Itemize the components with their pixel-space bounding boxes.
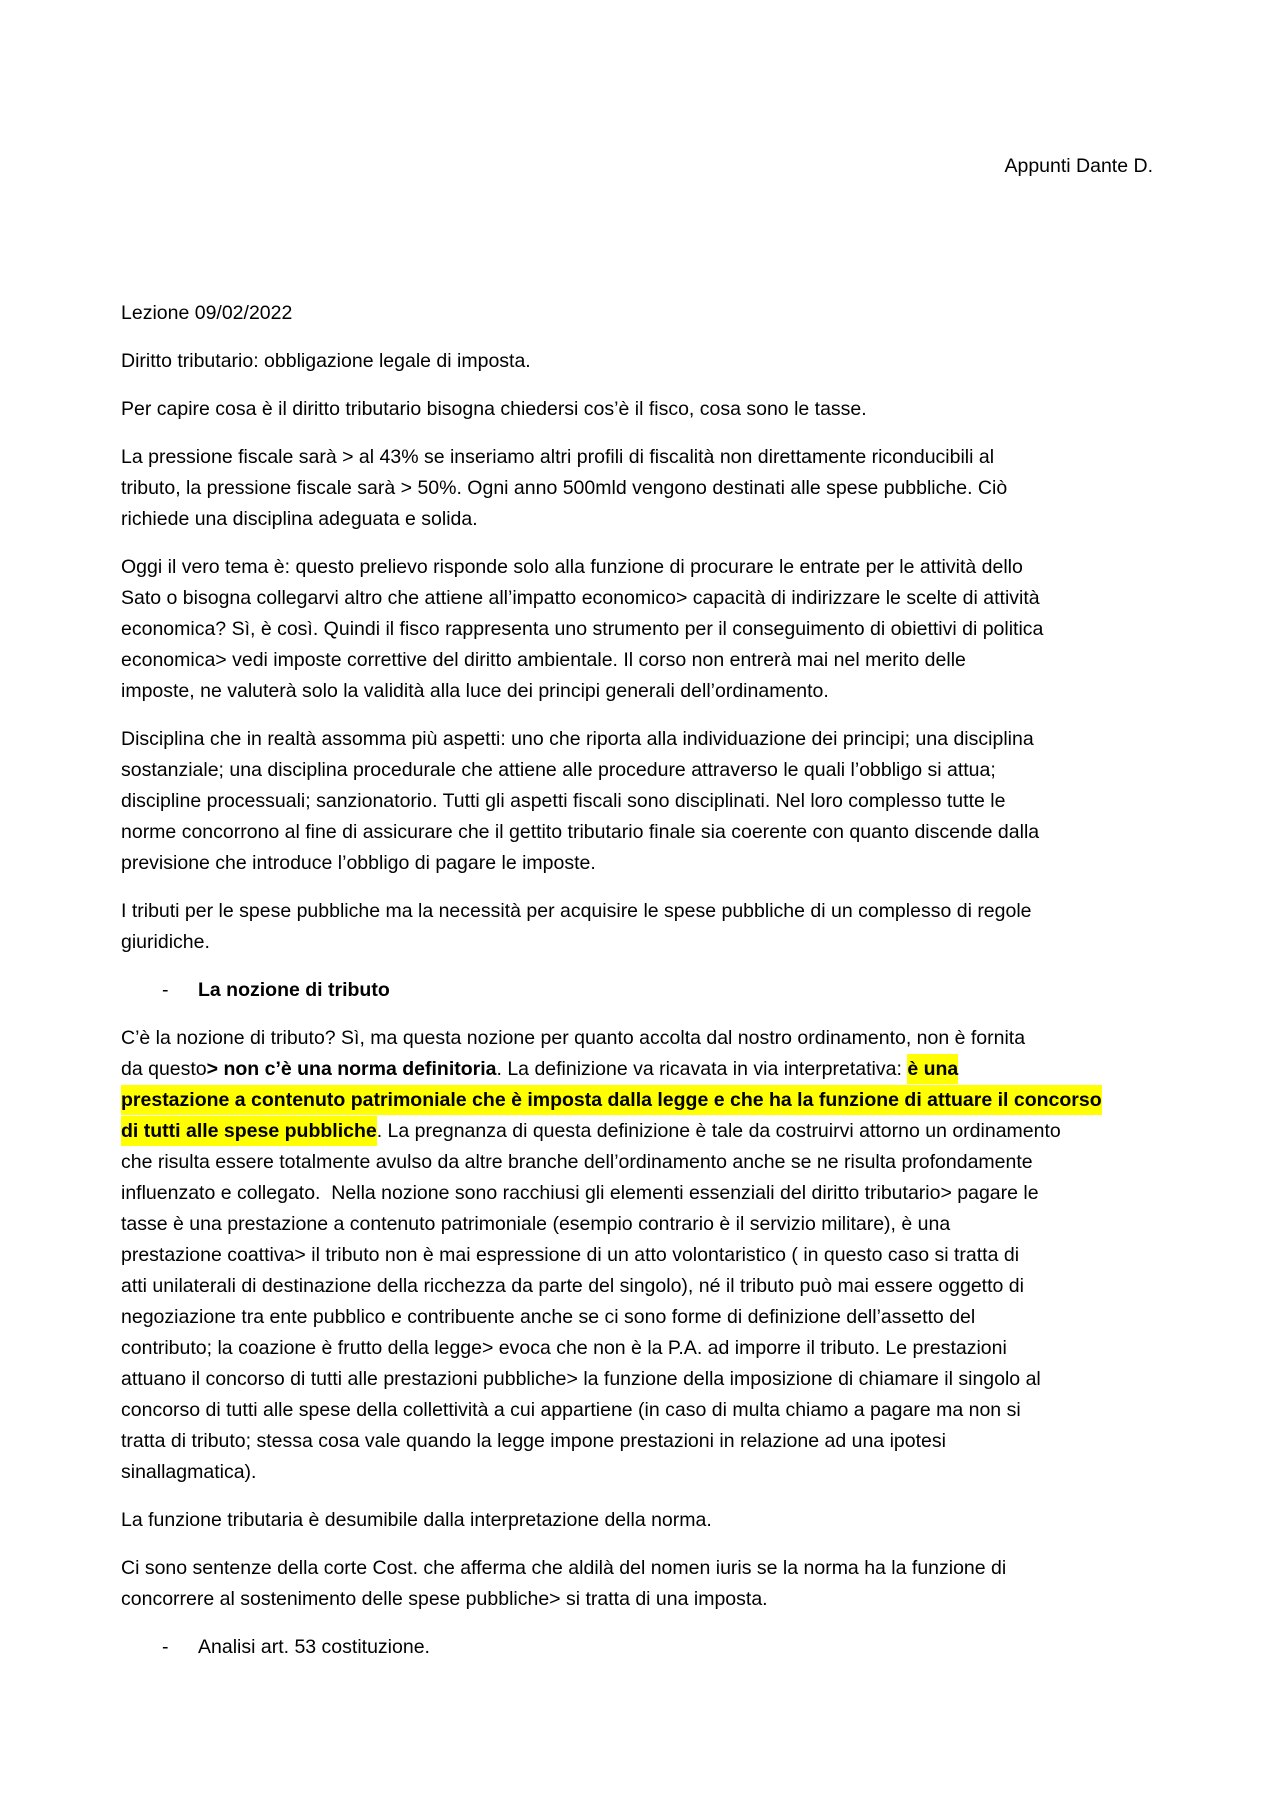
public-spending-paragraph xyxy=(121,896,1241,958)
highlighted-definition: è una xyxy=(907,1054,958,1084)
paragraph-line: tributo, la pressione fiscale sarà > 50%. Ogni anno 500mld vengono destinati alle spese pubbliche. Ciò xyxy=(121,477,1008,499)
lesson-date: Lezione 09/02/2022 xyxy=(121,302,293,324)
paragraph-line: economica> vedi imposte correttive del diritto ambientale. Il corso non entrerà mai nel merito delle xyxy=(121,649,966,671)
paragraph-line xyxy=(121,1054,1241,1085)
highlighted-definition: di tutti alle spese pubbliche xyxy=(121,1116,377,1146)
paragraph-line: Oggi il vero tema è: questo prelievo risponde solo alla funzione di procurare le entrate per le attività dello xyxy=(121,556,1023,578)
paragraph-line: concorso di tutti alle spese della collettività a cui appartiene (in caso di multa chiamo a pagare ma non si xyxy=(121,1399,1021,1421)
paragraph-line: sinallagmatica). xyxy=(121,1461,257,1483)
paragraph-line: imposte, ne valuterà solo la validità alla luce dei principi generali dell’ordinamento. xyxy=(121,680,829,702)
paragraph-line xyxy=(121,1116,1241,1147)
paragraph-line: giuridiche. xyxy=(121,931,210,953)
paragraph-line: sostanziale; una disciplina procedurale che attiene alle procedure attraverso le quali l’obbligo si attua; xyxy=(121,759,996,781)
paragraph-line xyxy=(121,1085,1241,1116)
paragraph-line: Per capire cosa è il diritto tributario bisogna chiedersi cos’è il fisco, cosa sono le tasse. xyxy=(121,398,867,420)
list-item-art53 xyxy=(121,1632,1241,1663)
paragraph-line: richiede una disciplina adeguata e solida. xyxy=(121,508,478,530)
paragraph-line: I tributi per le spese pubbliche ma la necessità per acquisire le spese pubbliche di un complesso di regole xyxy=(121,900,1032,922)
paragraph-line: La funzione tributaria è desumibile dalla interpretazione della norma. xyxy=(121,1509,712,1531)
paragraph-line: Disciplina che in realtà assomma più aspetti: uno che riporta alla individuazione dei principi; una disciplina xyxy=(121,728,1034,750)
paragraph-line: norme concorrono al fine di assicurare che il gettito tributario finale sia coerente con quanto discende dalla xyxy=(121,821,1040,843)
author-note: Appunti Dante D. xyxy=(1004,155,1153,177)
paragraph-line: contributo; la coazione è frutto della legge> evoca che non è la P.A. ad imporre il tributo. Le prestazioni xyxy=(121,1337,1007,1359)
discipline-paragraph xyxy=(121,724,1241,879)
tax-function-paragraph xyxy=(121,1505,1241,1536)
paragraph-line: previsione che introduce l’obbligo di pagare le imposte. xyxy=(121,852,596,874)
paragraph-line: C’è la nozione di tributo? Sì, ma questa nozione per quanto accolta dal nostro ordinamento, non è fornita xyxy=(121,1027,1026,1049)
section-title: La nozione di tributo xyxy=(198,979,390,1001)
text-run: da questo xyxy=(121,1058,207,1080)
list-item-text: Analisi art. 53 costituzione. xyxy=(198,1636,430,1658)
paragraph-line: Ci sono sentenze della corte Cost. che afferma che aldilà del nomen iuris se la norma ha la funzione di xyxy=(121,1557,1007,1579)
list-bullet: - xyxy=(162,1636,169,1658)
document-body xyxy=(121,298,1241,1680)
paragraph-line: atti unilaterali di destinazione della ricchezza da parte del singolo), né il tributo può mai essere oggetto di xyxy=(121,1275,1024,1297)
subject-paragraph xyxy=(121,346,1241,377)
theme-paragraph xyxy=(121,552,1241,707)
pressure-paragraph xyxy=(121,442,1241,535)
paragraph-line: prestazione coattiva> il tributo non è mai espressione di un atto volontaristico ( in questo caso si tratta di xyxy=(121,1244,1020,1266)
paragraph-line: economica? Sì, è così. Quindi il fisco rappresenta uno strumento per il conseguimento di obiettivi di politica xyxy=(121,618,1044,640)
paragraph-line: influenzato e collegato. Nella nozione sono racchiusi gli elementi essenziali del diritto tributario> pagare le xyxy=(121,1182,1039,1204)
paragraph-line: tasse è una prestazione a contenuto patrimoniale (esempio contrario è il servizio militare), è una xyxy=(121,1213,951,1235)
highlighted-definition: prestazione a contenuto patrimoniale che è imposta dalla legge e che ha la funzione di attuare il concorso xyxy=(121,1085,1102,1115)
section-heading-tribute xyxy=(121,975,1241,1006)
paragraph-line: concorrere al sostenimento delle spese pubbliche> si tratta di una imposta. xyxy=(121,1588,768,1610)
lesson-subject: Diritto tributario: obbligazione legale di imposta. xyxy=(121,350,531,372)
paragraph-line: attuano il concorso di tutti alle prestazioni pubbliche> la funzione della imposizione di chiamare il singolo al xyxy=(121,1368,1041,1390)
paragraph-line: discipline processuali; sanzionatorio. Tutti gli aspetti fiscali sono disciplinati. Nel loro complesso tutte le xyxy=(121,790,1006,812)
paragraph-line: che risulta essere totalmente avulso da altre branche dell’ordinamento anche se ne risulta profondamente xyxy=(121,1151,1033,1173)
text-run: . La pregnanza di questa definizione è tale da costruirvi attorno un ordinamento xyxy=(376,1120,1061,1142)
lesson-date-paragraph xyxy=(121,298,1241,329)
paragraph-line: Sato o bisogna collegarvi altro che attiene all’impatto economico> capacità di indirizzare le scelte di attività xyxy=(121,587,1040,609)
tribute-notion-paragraph xyxy=(121,1023,1241,1488)
intro-paragraph xyxy=(121,394,1241,425)
paragraph-line: negoziazione tra ente pubblico e contribuente anche se ci sono forme di definizione dell’assetto del xyxy=(121,1306,976,1328)
court-paragraph xyxy=(121,1553,1241,1615)
list-bullet: - xyxy=(162,979,169,1001)
paragraph-line: tratta di tributo; stessa cosa vale quando la legge impone prestazioni in relazione ad una ipotesi xyxy=(121,1430,946,1452)
text-run: . La definizione va ricavata in via interpretativa: xyxy=(496,1058,908,1080)
paragraph-line: La pressione fiscale sarà > al 43% se inseriamo altri profili di fiscalità non direttamente riconducibili al xyxy=(121,446,995,468)
bold-text-run: > non c’è una norma definitoria xyxy=(206,1058,497,1080)
